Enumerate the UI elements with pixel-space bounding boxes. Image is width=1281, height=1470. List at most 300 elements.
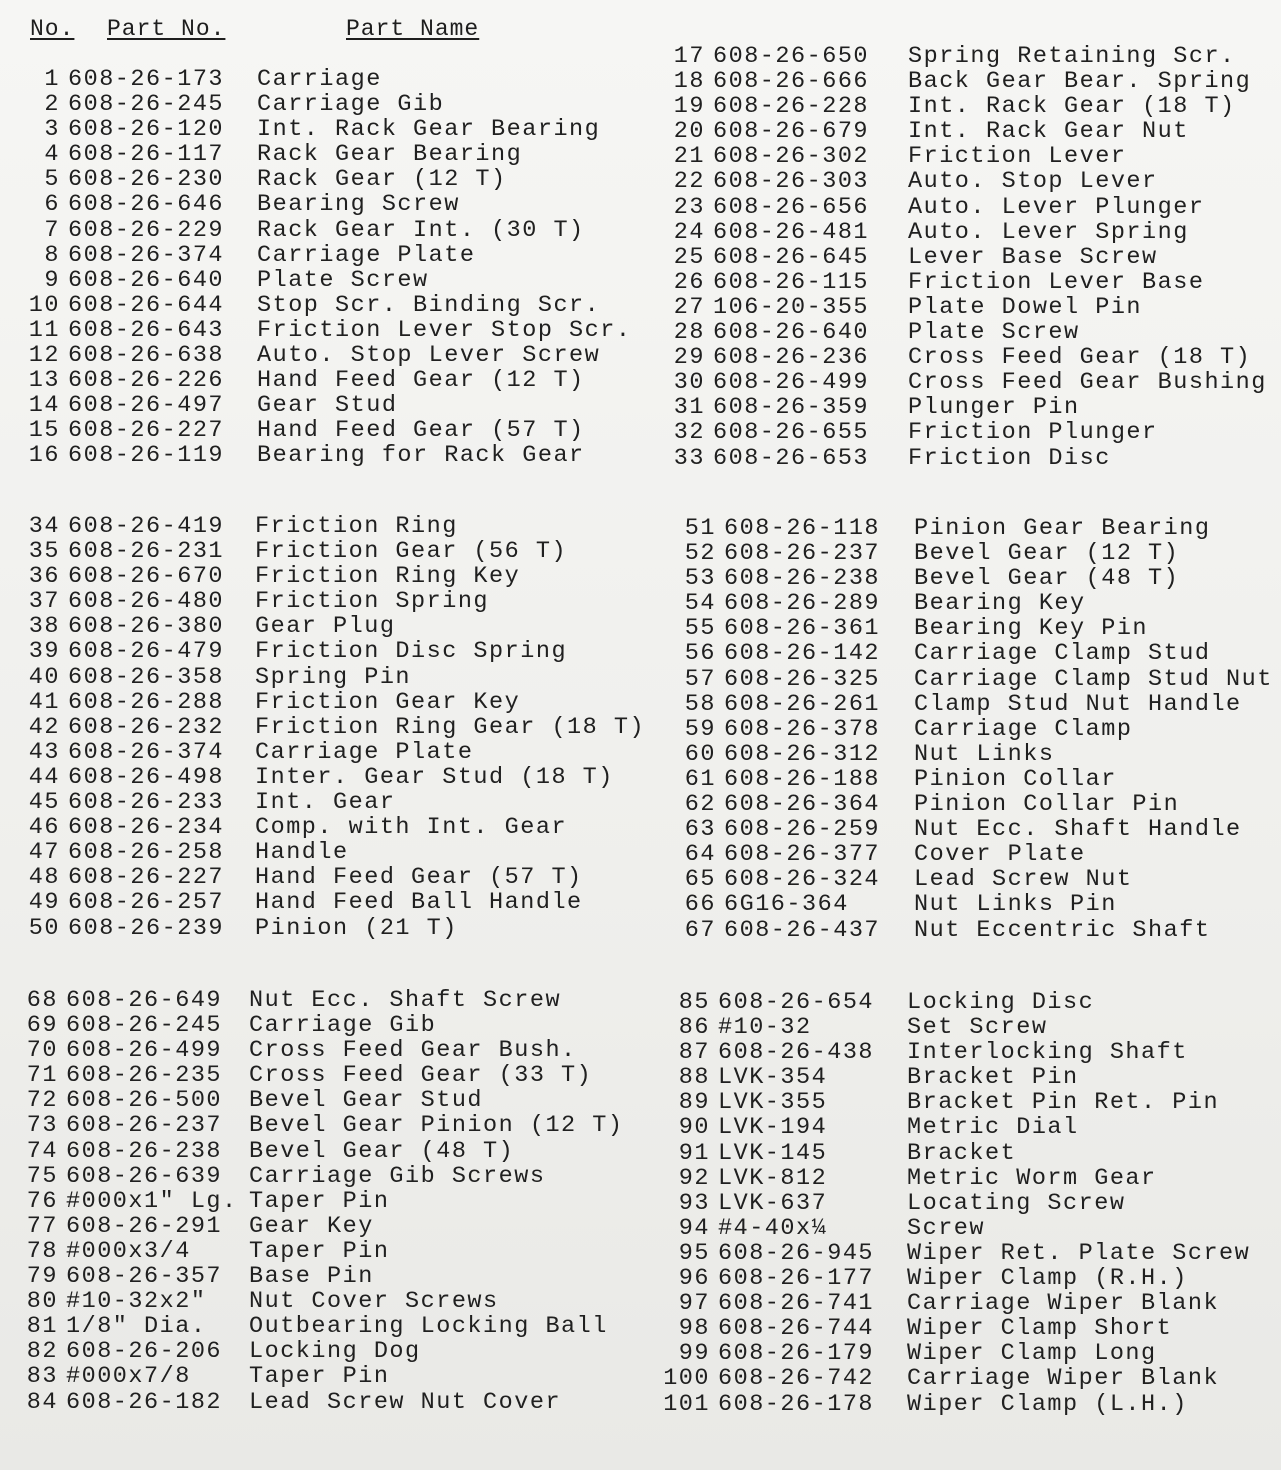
part-row <box>660 1290 1220 1318</box>
item-number: 70 <box>26 1037 58 1065</box>
part-name: Bevel Gear Pinion (12 T) <box>249 1112 624 1140</box>
part-name: Taper Pin <box>249 1187 390 1215</box>
part-row <box>20 613 396 641</box>
part-name: Wiper Clamp Short <box>907 1315 1173 1343</box>
part-row <box>20 116 601 144</box>
part-number: 1/8" Dia. <box>66 1313 207 1341</box>
part-name: Int. Rack Gear (18 T) <box>908 93 1236 121</box>
item-number: 71 <box>26 1062 58 1090</box>
item-number: 59 <box>684 715 716 743</box>
part-name: Carriage Wiper Blank <box>907 1290 1220 1318</box>
item-number: 9 <box>44 266 60 294</box>
part-row <box>676 590 1086 618</box>
item-number: 64 <box>684 841 716 869</box>
part-row <box>676 565 1180 593</box>
part-name: Bearing Screw <box>257 191 460 219</box>
item-number: 43 <box>28 738 60 766</box>
parts-column <box>665 43 1267 472</box>
part-row <box>665 168 1158 196</box>
part-row <box>20 538 568 566</box>
part-row <box>20 563 521 591</box>
item-number: 17 <box>673 43 705 70</box>
part-number: 608-26-498 <box>68 763 225 791</box>
item-number: 68 <box>26 987 58 1014</box>
part-row <box>665 369 1267 397</box>
part-name: Bracket Pin Ret. Pin <box>907 1089 1220 1117</box>
part-number: 608-26-640 <box>713 319 870 347</box>
part-name: Friction Ring Key <box>255 563 521 591</box>
item-number: 79 <box>26 1263 58 1291</box>
item-number: 13 <box>28 367 60 395</box>
part-number: 608-26-666 <box>713 68 870 96</box>
part-name: Taper Pin <box>249 1363 390 1391</box>
part-row <box>660 1214 986 1242</box>
part-row <box>676 740 1055 768</box>
item-number: 86 <box>678 1014 710 1042</box>
part-row <box>20 141 523 169</box>
part-number: 608-26-437 <box>724 916 881 944</box>
item-number: 4 <box>44 141 60 169</box>
part-number: 608-26-480 <box>68 588 225 616</box>
parts-column <box>660 989 1251 1418</box>
item-number: 93 <box>678 1189 710 1217</box>
item-number: 22 <box>673 168 705 196</box>
part-name: Lead Screw Nut Cover <box>249 1388 562 1416</box>
item-number: 89 <box>678 1089 710 1117</box>
part-name: Wiper Clamp Long <box>907 1340 1157 1368</box>
item-number: 58 <box>684 690 716 718</box>
part-row <box>660 1114 1079 1142</box>
item-number: 12 <box>28 342 60 370</box>
item-number: 80 <box>26 1288 58 1316</box>
item-number: 31 <box>673 394 705 422</box>
item-number: 83 <box>26 1363 58 1391</box>
part-row <box>660 1014 1048 1042</box>
part-number: 608-26-358 <box>68 663 225 691</box>
part-row <box>20 191 460 219</box>
item-number: 23 <box>673 193 705 221</box>
part-row <box>18 987 562 1014</box>
part-name: Carriage Wiper Blank <box>907 1365 1220 1393</box>
part-name: Friction Ring <box>255 513 458 540</box>
part-number: 608-26-654 <box>718 989 875 1016</box>
part-row <box>18 1338 421 1366</box>
part-name: Bearing Key Pin <box>914 615 1149 643</box>
item-number: 99 <box>678 1340 710 1368</box>
part-name: Base Pin <box>249 1263 374 1291</box>
parts-column <box>676 515 1273 944</box>
part-name: Carriage Gib Screws <box>249 1162 546 1190</box>
part-row <box>18 1087 484 1115</box>
part-row <box>18 1062 593 1090</box>
item-number: 21 <box>673 143 705 171</box>
part-name: Taper Pin <box>249 1237 390 1265</box>
part-name: Spring Retaining Scr. <box>908 43 1236 70</box>
part-row <box>660 1189 1126 1217</box>
part-name: Comp. with Int. Gear <box>255 814 568 842</box>
part-name: Nut Ecc. Shaft Handle <box>914 816 1242 844</box>
part-row <box>660 1139 1017 1167</box>
item-number: 26 <box>673 268 705 296</box>
part-row <box>676 916 1211 944</box>
part-name: Metric Dial <box>907 1114 1079 1142</box>
part-number: 608-26-115 <box>713 268 870 296</box>
item-number: 16 <box>28 442 60 470</box>
part-name: Lead Screw Nut <box>914 866 1133 894</box>
part-row <box>676 615 1149 643</box>
part-number: 608-26-643 <box>68 316 225 344</box>
item-number: 62 <box>684 791 716 819</box>
header-part-no: Part No. <box>107 16 226 42</box>
item-number: 72 <box>26 1087 58 1115</box>
part-row <box>20 713 646 741</box>
part-name: Friction Spring <box>255 588 490 616</box>
part-row <box>20 914 458 942</box>
part-name: Rack Gear Int. (30 T) <box>257 216 585 244</box>
part-name: Hand Feed Gear (57 T) <box>255 864 583 892</box>
item-number: 3 <box>44 116 60 144</box>
item-number: 92 <box>678 1164 710 1192</box>
part-number: 608-26-945 <box>718 1239 875 1267</box>
part-row <box>676 791 1180 819</box>
part-row <box>665 68 1252 96</box>
part-number: 608-26-303 <box>713 168 870 196</box>
part-row <box>18 1313 608 1341</box>
part-name: Carriage <box>257 66 382 93</box>
part-number: 608-26-374 <box>68 241 225 269</box>
part-name: Auto. Stop Lever Screw <box>257 342 601 370</box>
part-number: 608-26-419 <box>68 513 225 540</box>
part-name: Carriage Plate <box>257 241 476 269</box>
part-number: 608-26-119 <box>68 442 225 470</box>
part-name: Handle <box>255 839 349 867</box>
part-name: Interlocking Shaft <box>907 1039 1188 1067</box>
part-row <box>20 889 583 917</box>
part-name: Int. Rack Gear Bearing <box>257 116 601 144</box>
part-number: 608-26-237 <box>66 1112 223 1140</box>
part-name: Bevel Gear (48 T) <box>249 1137 515 1165</box>
part-name: Plate Dowel Pin <box>908 293 1143 321</box>
item-number: 34 <box>28 513 60 540</box>
part-name: Bearing for Rack Gear <box>257 442 585 470</box>
part-name: Friction Disc Spring <box>255 638 568 666</box>
part-row <box>18 1137 515 1165</box>
part-name: Carriage Gib <box>249 1012 437 1040</box>
part-number: 608-26-479 <box>68 638 225 666</box>
part-name: Gear Plug <box>255 613 396 641</box>
part-name: Pinion Gear Bearing <box>914 515 1211 542</box>
part-number: 608-26-288 <box>68 688 225 716</box>
item-number: 1 <box>44 66 60 93</box>
part-name: Plunger Pin <box>908 394 1080 422</box>
part-number: 608-26-227 <box>68 864 225 892</box>
part-row <box>20 839 349 867</box>
part-row <box>676 515 1211 542</box>
item-number: 65 <box>684 866 716 894</box>
part-number: 608-26-226 <box>68 367 225 395</box>
part-number: 608-26-117 <box>68 141 225 169</box>
item-number: 52 <box>684 540 716 568</box>
part-number: LVK-812 <box>718 1164 828 1192</box>
part-name: Bearing Key <box>914 590 1086 618</box>
part-number: 608-26-324 <box>724 866 881 894</box>
part-number: 608-26-649 <box>66 987 223 1014</box>
part-name: Stop Scr. Binding Scr. <box>257 291 601 319</box>
item-number: 73 <box>26 1112 58 1140</box>
part-number: 608-26-357 <box>66 1263 223 1291</box>
item-number: 46 <box>28 814 60 842</box>
part-row <box>18 1263 374 1291</box>
item-number: 96 <box>678 1265 710 1293</box>
part-name: Bracket <box>907 1139 1017 1167</box>
part-row <box>665 43 1236 70</box>
part-row <box>676 891 1117 919</box>
item-number: 66 <box>684 891 716 919</box>
part-number: 608-26-239 <box>68 914 225 942</box>
part-row <box>660 1039 1188 1067</box>
part-name: Carriage Plate <box>255 738 474 766</box>
part-number: 608-26-231 <box>68 538 225 566</box>
part-name: Wiper Ret. Plate Screw <box>907 1239 1251 1267</box>
part-row <box>660 1365 1220 1393</box>
item-number: 20 <box>673 118 705 146</box>
part-number: 608-26-227 <box>68 417 225 445</box>
item-number: 53 <box>684 565 716 593</box>
part-row <box>20 367 585 395</box>
part-number: 608-26-744 <box>718 1315 875 1343</box>
part-row <box>665 143 1127 171</box>
part-number: 608-26-182 <box>66 1388 223 1416</box>
item-number: 55 <box>684 615 716 643</box>
item-number: 37 <box>28 588 60 616</box>
parts-column <box>20 66 632 470</box>
part-number: 608-26-380 <box>68 613 225 641</box>
part-row <box>18 1288 499 1316</box>
part-number: 106-20-355 <box>713 293 870 321</box>
part-number: #10-32x2" <box>66 1288 207 1316</box>
header-no: No. <box>30 16 75 42</box>
part-name: Wiper Clamp (R.H.) <box>907 1265 1188 1293</box>
part-row <box>676 640 1211 668</box>
part-row <box>660 1164 1157 1192</box>
part-name: Locating Screw <box>907 1189 1126 1217</box>
part-number: 608-26-655 <box>713 419 870 447</box>
part-row <box>660 1265 1188 1293</box>
part-row <box>665 293 1143 321</box>
part-number: 608-26-261 <box>724 690 881 718</box>
part-row <box>18 1012 437 1040</box>
item-number: 90 <box>678 1114 710 1142</box>
part-row <box>665 344 1252 372</box>
item-number: 47 <box>28 839 60 867</box>
parts-column <box>20 513 646 942</box>
item-number: 42 <box>28 713 60 741</box>
part-name: Hand Feed Gear (12 T) <box>257 367 585 395</box>
part-number: 608-26-679 <box>713 118 870 146</box>
part-number: 608-26-438 <box>718 1039 875 1067</box>
part-name: Bevel Gear Stud <box>249 1087 484 1115</box>
part-number: 608-26-291 <box>66 1212 223 1240</box>
item-number: 44 <box>28 763 60 791</box>
item-number: 60 <box>684 740 716 768</box>
item-number: 29 <box>673 344 705 372</box>
part-row <box>665 444 1111 472</box>
part-name: Carriage Clamp <box>914 715 1133 743</box>
item-number: 11 <box>28 316 60 344</box>
part-number: 608-26-235 <box>66 1062 223 1090</box>
item-number: 82 <box>26 1338 58 1366</box>
part-number: #000x3/4 <box>66 1237 191 1265</box>
part-name: Pinion Collar <box>914 765 1117 793</box>
part-name: Auto. Lever Spring <box>908 218 1189 246</box>
part-name: Int. Rack Gear Nut <box>908 118 1189 146</box>
part-number: #10-32 <box>718 1014 812 1042</box>
item-number: 36 <box>28 563 60 591</box>
part-row <box>20 266 429 294</box>
part-number: 608-26-258 <box>68 839 225 867</box>
part-row <box>676 765 1117 793</box>
part-number: 608-26-238 <box>724 565 881 593</box>
part-name: Spring Pin <box>255 663 412 691</box>
part-number: 608-26-179 <box>718 1340 875 1368</box>
item-number: 25 <box>673 243 705 271</box>
part-number: LVK-194 <box>718 1114 828 1142</box>
part-row <box>676 715 1133 743</box>
part-number: 608-26-173 <box>68 66 225 93</box>
part-number: LVK-145 <box>718 1139 828 1167</box>
item-number: 41 <box>28 688 60 716</box>
part-name: Nut Ecc. Shaft Screw <box>249 987 562 1014</box>
part-number: 608-26-499 <box>713 369 870 397</box>
part-row <box>665 118 1189 146</box>
part-number: 608-26-188 <box>724 765 881 793</box>
part-row <box>665 394 1080 422</box>
item-number: 57 <box>684 665 716 693</box>
part-number: 608-26-230 <box>68 166 225 194</box>
part-number: 6G16-364 <box>724 891 849 919</box>
part-name: Plate Screw <box>257 266 429 294</box>
part-number: 608-26-670 <box>68 563 225 591</box>
part-number: 608-26-302 <box>713 143 870 171</box>
part-number: 608-26-206 <box>66 1338 223 1366</box>
part-number: 608-26-237 <box>724 540 881 568</box>
item-number: 81 <box>26 1313 58 1341</box>
item-number: 88 <box>678 1064 710 1092</box>
part-row <box>18 1363 390 1391</box>
part-number: 608-26-742 <box>718 1365 875 1393</box>
part-number: 608-26-377 <box>724 841 881 869</box>
item-number: 40 <box>28 663 60 691</box>
part-row <box>665 93 1236 121</box>
part-number: LVK-354 <box>718 1064 828 1092</box>
item-number: 87 <box>678 1039 710 1067</box>
part-row <box>665 243 1158 271</box>
item-number: 69 <box>26 1012 58 1040</box>
item-number: 85 <box>678 989 710 1016</box>
item-number: 78 <box>26 1237 58 1265</box>
item-number: 91 <box>678 1139 710 1167</box>
item-number: 28 <box>673 319 705 347</box>
part-row <box>20 864 583 892</box>
part-number: 608-26-177 <box>718 1265 875 1293</box>
part-name: Inter. Gear Stud (18 T) <box>255 763 614 791</box>
item-number: 61 <box>684 765 716 793</box>
part-name: Bevel Gear (48 T) <box>914 565 1180 593</box>
part-number: 608-26-233 <box>68 789 225 817</box>
part-row <box>18 1237 390 1265</box>
item-number: 33 <box>673 444 705 472</box>
item-number: 6 <box>44 191 60 219</box>
part-number: 608-26-499 <box>66 1037 223 1065</box>
part-number: 608-26-650 <box>713 43 870 70</box>
item-number: 84 <box>26 1388 58 1416</box>
part-row <box>665 193 1205 221</box>
part-number: 608-26-238 <box>66 1137 223 1165</box>
part-row <box>20 588 490 616</box>
part-row <box>20 291 601 319</box>
part-name: Screw <box>907 1214 986 1242</box>
part-row <box>20 814 568 842</box>
part-name: Friction Disc <box>908 444 1111 472</box>
part-name: Hand Feed Gear (57 T) <box>257 417 585 445</box>
part-row <box>660 1089 1220 1117</box>
part-row <box>18 1212 374 1240</box>
part-number: 608-26-653 <box>713 444 870 472</box>
part-name: Clamp Stud Nut Handle <box>914 690 1242 718</box>
part-number: #4-40x¼ <box>718 1214 828 1242</box>
part-row <box>20 241 476 269</box>
part-row <box>676 866 1133 894</box>
part-name: Pinion Collar Pin <box>914 791 1180 819</box>
part-name: Friction Lever Stop Scr. <box>257 316 632 344</box>
part-name: Cross Feed Gear Bushing <box>908 369 1267 397</box>
part-number: 608-26-228 <box>713 93 870 121</box>
part-row <box>18 1187 390 1215</box>
item-number: 2 <box>44 91 60 119</box>
item-number: 24 <box>673 218 705 246</box>
part-number: 608-26-638 <box>68 342 225 370</box>
part-row <box>18 1162 546 1190</box>
part-name: Outbearing Locking Ball <box>249 1313 608 1341</box>
item-number: 50 <box>28 914 60 942</box>
part-number: 608-26-500 <box>66 1087 223 1115</box>
part-number: 608-26-497 <box>68 392 225 420</box>
part-row <box>20 216 585 244</box>
part-row <box>20 66 382 93</box>
part-number: 608-26-259 <box>724 816 881 844</box>
part-number: 608-26-374 <box>68 738 225 766</box>
item-number: 5 <box>44 166 60 194</box>
part-number: 608-26-644 <box>68 291 225 319</box>
part-number: 608-26-234 <box>68 814 225 842</box>
item-number: 19 <box>673 93 705 121</box>
part-name: Friction Lever <box>908 143 1127 171</box>
part-name: Rack Gear (12 T) <box>257 166 507 194</box>
part-row <box>676 690 1242 718</box>
part-name: Wiper Clamp (L.H.) <box>907 1390 1188 1418</box>
part-number: 608-26-645 <box>713 243 870 271</box>
item-number: 74 <box>26 1137 58 1165</box>
part-row <box>665 218 1189 246</box>
part-name: Metric Worm Gear <box>907 1164 1157 1192</box>
part-number: 608-26-245 <box>68 91 225 119</box>
part-name: Locking Disc <box>907 989 1095 1016</box>
part-number: 608-26-481 <box>713 218 870 246</box>
part-row <box>20 166 507 194</box>
part-name: Lever Base Screw <box>908 243 1158 271</box>
item-number: 75 <box>26 1162 58 1190</box>
item-number: 67 <box>684 916 716 944</box>
